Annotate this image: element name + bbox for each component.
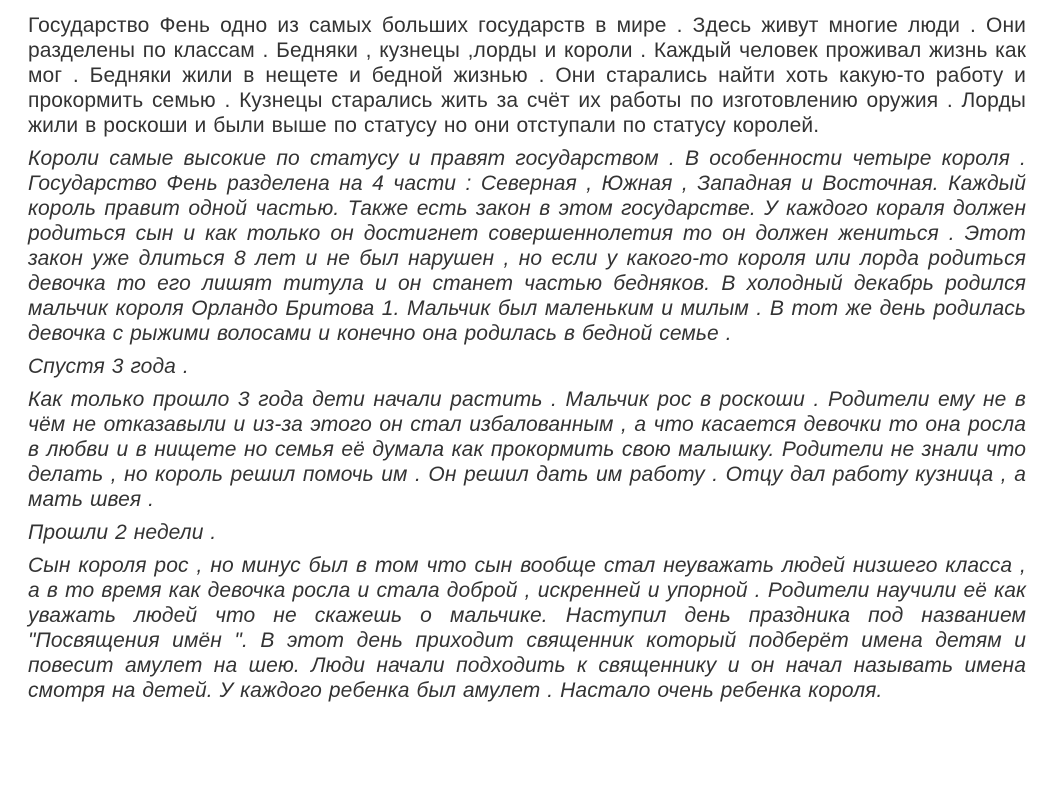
story-paragraph: Сын короля рос , но минус был в том что сын вообще стал неуважать людей низшего класса , а в то время как девочка росла и стала доброй , искренней и упорной . Родители научили её как уважать людей что не скажешь о мальчике. Наступил день праздника под названием "Посвящения имён ". В этот день приходит священник который подберёт имена детям и повесит амулет на шею. Люди начали подходить к священнику и он начал называть имена смотря на детей. У каждого ребенка был амулет . Настало очень ребенка короля. [28,554,1026,702]
story-paragraph: Государство Фень одно из самых больших государств в мире . Здесь живут многие люди . Они разделены по классам . Бедняки , кузнецы ,лорды и короли . Каждый человек проживал жизнь как мог . Бедняки жили в нещете и бедной жизнью . Они старались найти хоть какую-то работу и прокормить семью . Кузнецы старались жить за счёт их работы по изготовлению оружия . Лорды жили в роскоши и были выше по статусу но они отступали по статусу королей. [28,14,1026,137]
story-time-marker: Спустя 3 года . [28,355,189,378]
story-paragraph: Как только прошло 3 года дети начали растить . Мальчик рос в роскоши . Родители ему не в чём не отказавыли и из-за этого он стал избалованным , а что касается девочки то она росла в любви и в нищете но семья её думала как прокормить свою малышку. Родители не знали что делать , но король решил помочь им . Он решил дать им работу . Отцу дал работу кузница , а мать швея . [28,388,1026,511]
story-time-marker: Прошли 2 недели . [28,521,217,544]
story-paragraph: Короли самые высокие по статусу и правят государством . В особенности четыре короля . Государство Фень разделена на 4 части : Северная , Южная , Западная и Восточная. Каждый король правит одной частью. Также есть закон в этом государстве. У каждого кораля должен родиться сын и как только он достигнет совершеннолетия то он должен жениться . Этот закон уже длиться 8 лет и не был нарушен , но если у какого-то короля или лорда родиться девочка то его лишят титула и он станет частью бедняков. В холодный декабрь родился мальчик короля Орландо Бритова 1. Мальчик был маленьким и милым . В тот же день родилась девочка с рыжими волосами и конечно она родилась в бедной семье . [28,147,1026,345]
